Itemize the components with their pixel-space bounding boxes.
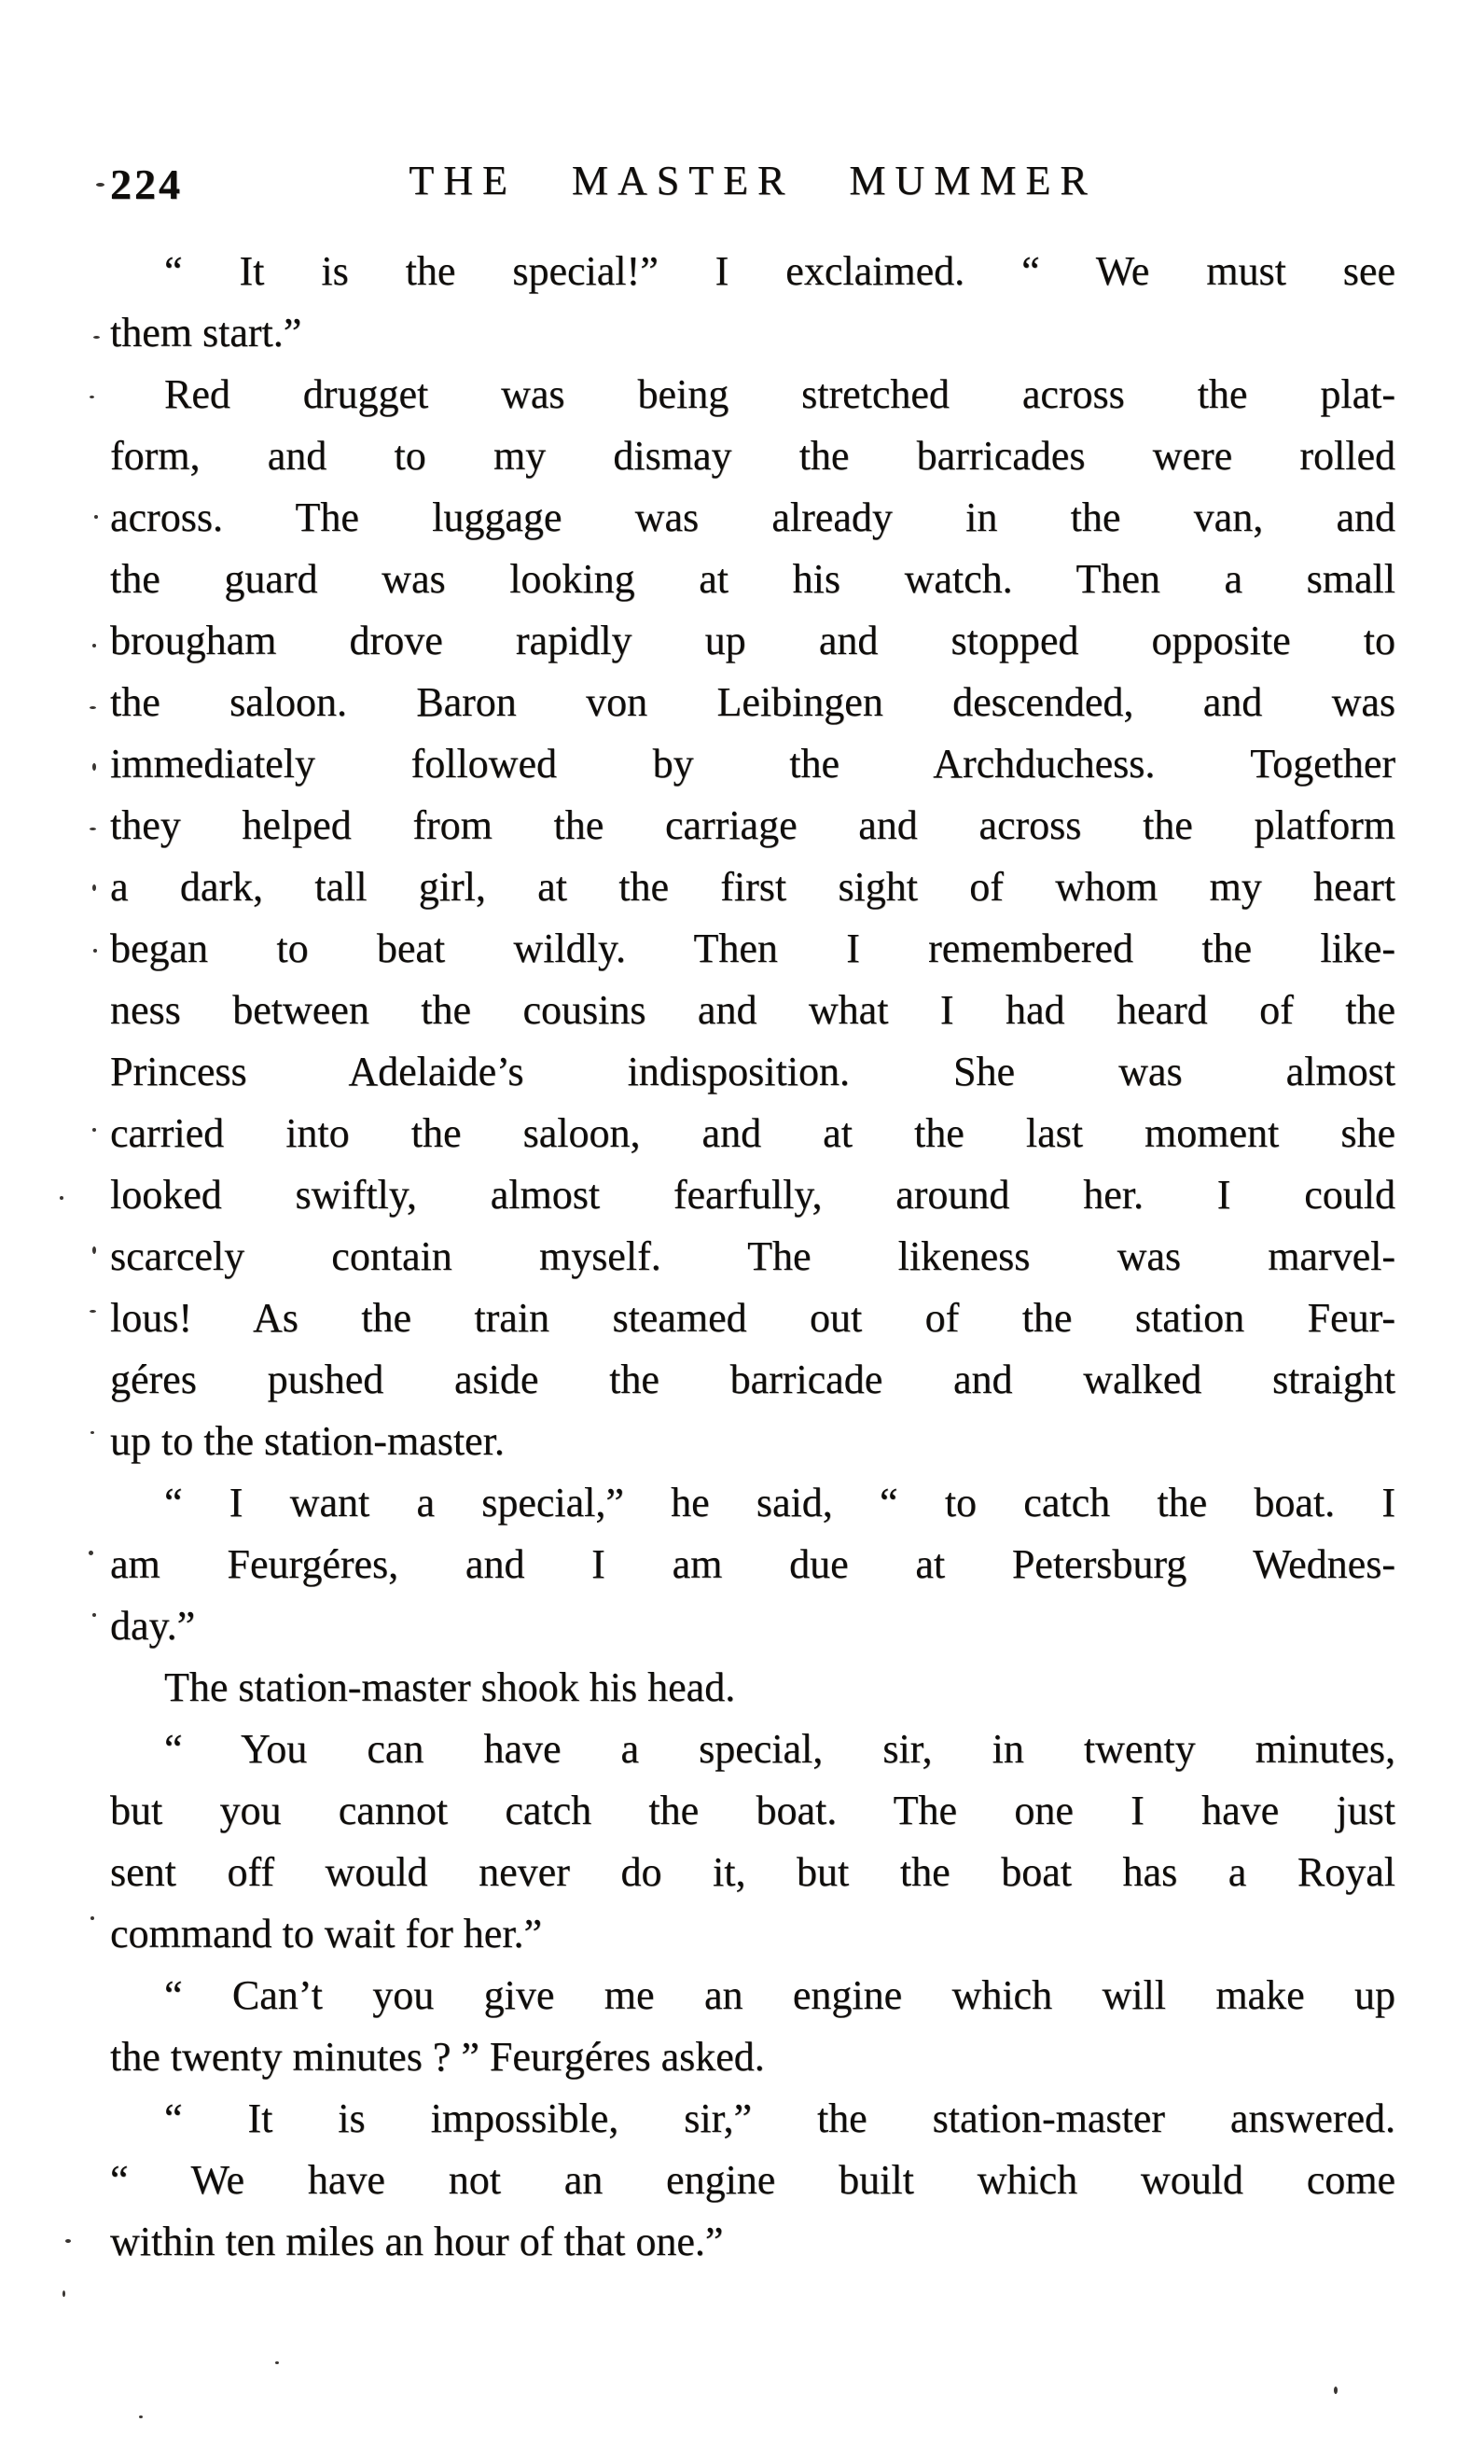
ink-speck xyxy=(90,1431,94,1434)
text-line: looked swiftly, almost fearfully, around her. I could xyxy=(110,1172,1395,1218)
text-line: “ We have not an engine built which would come xyxy=(110,2157,1395,2203)
text-line: across. The luggage was already in the van, and xyxy=(110,494,1395,540)
text-line: brougham drove rapidly up and stopped opposite to xyxy=(110,618,1395,663)
ink-speck xyxy=(92,644,96,647)
page-text xyxy=(110,241,1395,2273)
ink-speck xyxy=(92,1246,96,1254)
text-line: the guard was looking at his watch. Then a small xyxy=(110,556,1395,602)
ink-speck xyxy=(275,2361,279,2364)
text-line: carried into the saloon, and at the last moment she xyxy=(110,1110,1395,1156)
text-line: Princess Adelaide’s indisposition. She was almost xyxy=(110,1049,1395,1094)
text-line: Red drugget was being stretched across the plat- xyxy=(164,371,1395,417)
ink-speck xyxy=(90,1310,96,1313)
text-line: but you cannot catch the boat. The one I have just xyxy=(110,1788,1395,1833)
text-line: form, and to my dismay the barricades were rolled xyxy=(110,433,1395,479)
text-line: “ It is impossible, sir,” the station-master answered. xyxy=(164,2095,1395,2141)
text-line: am Feurgéres, and I am due at Petersburg Wednes- xyxy=(110,1541,1395,1587)
ink-speck xyxy=(94,515,98,519)
text-line: “ It is the special!” I exclaimed. “ We must see xyxy=(164,248,1395,294)
text-line: began to beat wildly. Then I remembered the like- xyxy=(110,926,1395,971)
text-line: a dark, tall girl, at the first sight of whom my heart xyxy=(110,864,1395,910)
ink-speck xyxy=(139,2415,143,2418)
ink-speck xyxy=(92,884,96,891)
page-number: 224 xyxy=(110,160,183,208)
ink-speck xyxy=(62,2290,65,2297)
ink-speck xyxy=(92,1128,96,1132)
ink-speck xyxy=(89,1551,93,1555)
page-header xyxy=(110,157,1395,213)
text-line: sent off would never do it, but the boat has a Royal xyxy=(110,1849,1395,1895)
ink-speck xyxy=(60,1196,63,1200)
running-title: THE MASTER MUMMER xyxy=(409,158,1097,203)
text-line: them start.” xyxy=(110,310,302,355)
ink-speck xyxy=(96,183,104,187)
ink-speck xyxy=(92,1613,96,1617)
text-line: command to wait for her.” xyxy=(110,1911,543,1956)
text-line: “ I want a special,” he said, “ to catch the boat. I xyxy=(164,1480,1395,1525)
ink-speck xyxy=(93,336,100,339)
text-line: géres pushed aside the barricade and walked straight xyxy=(110,1357,1395,1402)
ink-speck xyxy=(90,1916,94,1920)
ink-speck xyxy=(90,396,94,398)
text-line: scarcely contain myself. The likeness was marvel- xyxy=(110,1233,1395,1279)
text-line: lous! As the train steamed out of the station Feur- xyxy=(110,1295,1395,1341)
text-line: immediately followed by the Archduchess. Together xyxy=(110,741,1395,787)
ink-speck xyxy=(93,949,97,953)
text-line: “ You can have a special, sir, in twenty minutes, xyxy=(164,1726,1395,1772)
text-line: “ Can’t you give me an engine which will make up xyxy=(164,1972,1395,2018)
text-line: the saloon. Baron von Leibingen descended, and was xyxy=(110,679,1395,725)
ink-speck xyxy=(65,2239,71,2243)
text-line: within ten miles an hour of that one.” xyxy=(110,2219,724,2264)
ink-speck xyxy=(90,706,96,709)
text-line: ness between the cousins and what I had heard of the xyxy=(110,987,1395,1033)
text-line: The station-master shook his head. xyxy=(164,1664,736,1710)
ink-speck xyxy=(1334,2387,1338,2394)
ink-speck xyxy=(90,828,96,830)
text-line: the twenty minutes ? ” Feurgéres asked. xyxy=(110,2034,765,2080)
text-line: day.” xyxy=(110,1603,196,1649)
text-line: up to the station-master. xyxy=(110,1418,505,1464)
ink-speck xyxy=(92,763,96,771)
text-line: they helped from the carriage and across the platform xyxy=(110,802,1395,848)
